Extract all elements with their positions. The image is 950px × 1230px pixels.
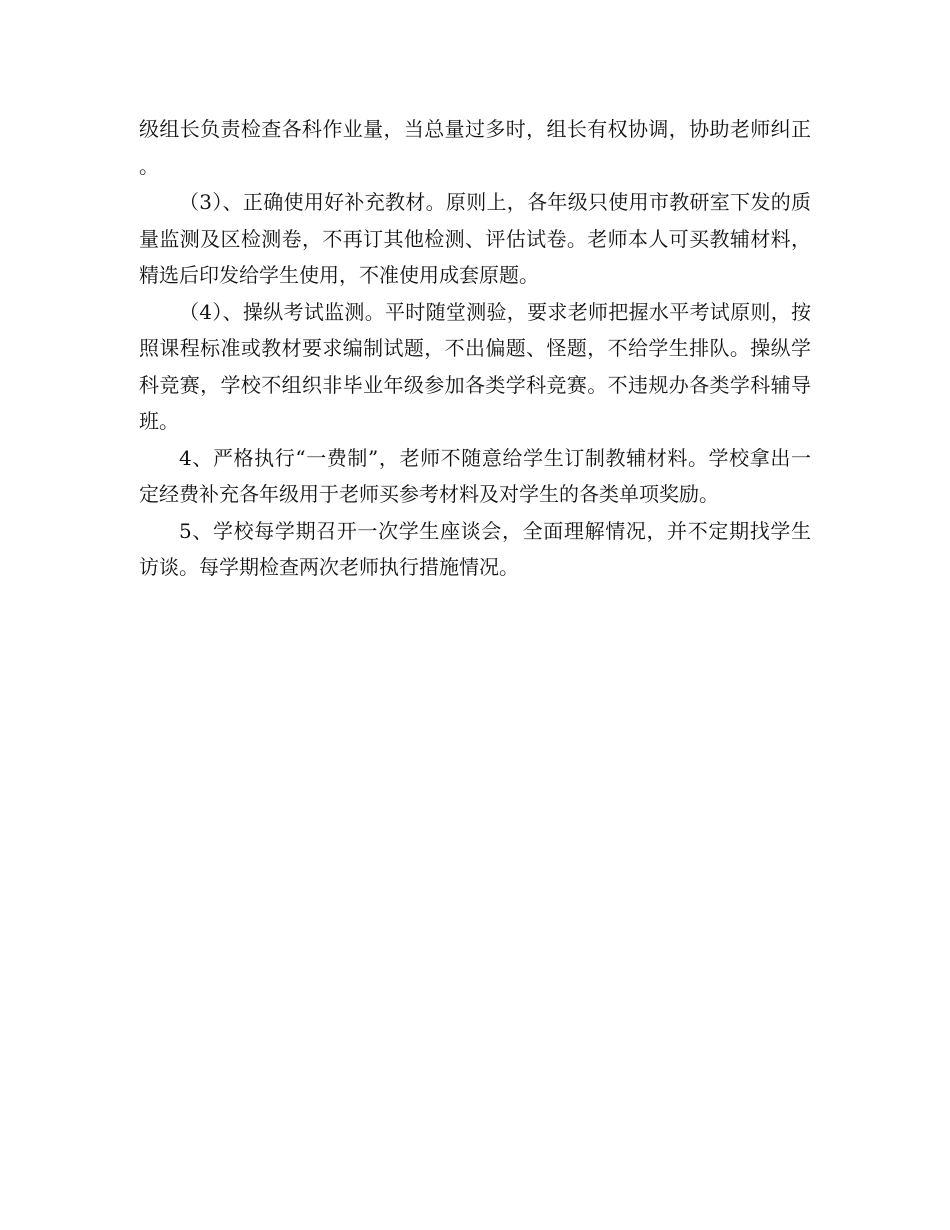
paragraph-item-3: （3）、正确使用好补充教材。原则上，各年级只使用市教研室下发的质量监测及区检测卷，不再订其他检测、评估试卷。老师本人可买教辅材料，精选后印发给学生使用，不准使用成套原题。 — [139, 190, 811, 287]
paragraph-section-4: 4、严格执行“一费制”，老师不随意给学生订制教辅材料。学校拿出一定经费补充各年级用于老师买参考材料及对学生的各类单项奖励。 — [139, 445, 811, 506]
paragraph-section-5: 5、学校每学期召开一次学生座谈会，全面理解情况，并不定期找学生访谈。每学期检查两次老师执行措施情况。 — [139, 518, 811, 579]
paragraph-continued: 级组长负责检查各科作业量，当总量过多时，组长有权协调，协助老师纠正。 — [139, 117, 811, 178]
paragraph-item-4: （4）、操纵考试监测。平时随堂测验，要求老师把握水平考试原则，按照课程标准或教材要求编制试题，不出偏题、怪题，不给学生排队。操纵学科竞赛，学校不组织非毕业年级参加各类学科竞赛。不违规办各类学科辅导班。 — [139, 299, 811, 433]
document-body — [139, 111, 811, 586]
